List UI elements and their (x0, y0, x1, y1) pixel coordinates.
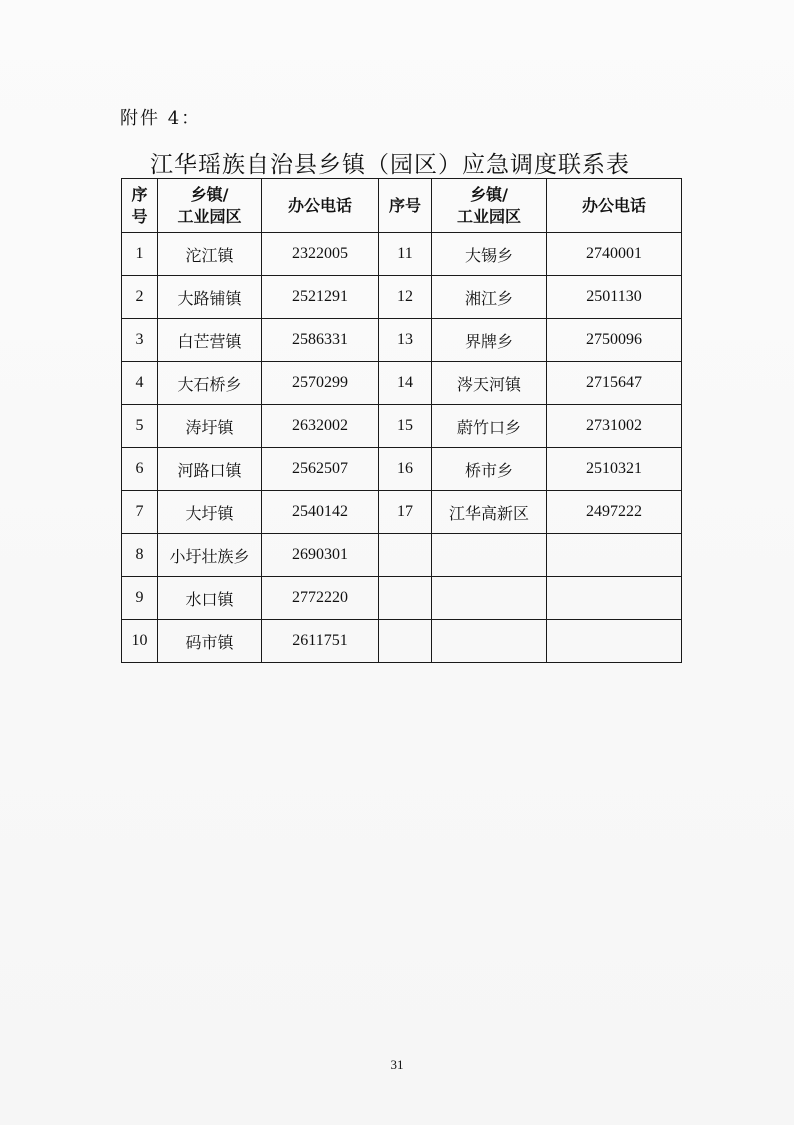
table-row (122, 233, 682, 276)
town-cell: 大石桥乡 (158, 362, 262, 405)
seq-cell: 13 (379, 319, 432, 362)
seq-cell (379, 620, 432, 663)
table-row (122, 405, 682, 448)
town-cell: 涛圩镇 (158, 405, 262, 448)
seq-cell: 6 (122, 448, 158, 491)
phone-cell: 2690301 (262, 534, 379, 577)
header-town-line1: 乡镇/ (190, 184, 229, 204)
seq-cell: 1 (122, 233, 158, 276)
seq-cell: 11 (379, 233, 432, 276)
phone-cell: 2570299 (262, 362, 379, 405)
seq-cell: 14 (379, 362, 432, 405)
phone-cell: 2497222 (547, 491, 682, 534)
phone-cell: 2611751 (262, 620, 379, 663)
table-header-row (122, 179, 682, 233)
town-cell: 小圩壮族乡 (158, 534, 262, 577)
header-seq-left (122, 179, 158, 233)
phone-cell (547, 577, 682, 620)
town-cell (432, 534, 547, 577)
town-cell: 河路口镇 (158, 448, 262, 491)
phone-cell: 2731002 (547, 405, 682, 448)
table-row (122, 620, 682, 663)
table-row (122, 577, 682, 620)
seq-cell: 3 (122, 319, 158, 362)
phone-cell: 2562507 (262, 448, 379, 491)
page-title: 江华瑶族自治县乡镇（园区）应急调度联系表 (150, 152, 630, 178)
table-row (122, 491, 682, 534)
table-row (122, 362, 682, 405)
seq-cell: 9 (122, 577, 158, 620)
table-row (122, 448, 682, 491)
phone-cell: 2540142 (262, 491, 379, 534)
town-cell: 大路铺镇 (158, 276, 262, 319)
header-town-right (432, 179, 547, 233)
page-number: 31 (390, 1057, 404, 1072)
seq-cell: 7 (122, 491, 158, 534)
header-phone-left: 办公电话 (262, 179, 379, 233)
town-cell: 桥市乡 (432, 448, 547, 491)
header-phone-right: 办公电话 (547, 179, 682, 233)
seq-cell: 2 (122, 276, 158, 319)
seq-cell: 10 (122, 620, 158, 663)
town-cell: 江华高新区 (432, 491, 547, 534)
header-seq-line1: 序 (131, 184, 148, 204)
header-seq-right: 序号 (379, 179, 432, 233)
town-cell (432, 620, 547, 663)
town-cell: 蔚竹口乡 (432, 405, 547, 448)
town-cell: 大锡乡 (432, 233, 547, 276)
contact-table (121, 178, 682, 663)
phone-cell (547, 534, 682, 577)
seq-cell: 15 (379, 405, 432, 448)
table-row (122, 276, 682, 319)
phone-cell: 2715647 (547, 362, 682, 405)
table-row (122, 319, 682, 362)
seq-cell: 4 (122, 362, 158, 405)
town-cell: 大圩镇 (158, 491, 262, 534)
phone-cell: 2501130 (547, 276, 682, 319)
seq-cell (379, 577, 432, 620)
header-town-left (158, 179, 262, 233)
attachment-label: 附件 4： (120, 108, 202, 129)
seq-cell: 8 (122, 534, 158, 577)
town-cell: 涔天河镇 (432, 362, 547, 405)
seq-cell: 17 (379, 491, 432, 534)
town-cell (432, 577, 547, 620)
seq-cell: 12 (379, 276, 432, 319)
town-cell: 码市镇 (158, 620, 262, 663)
phone-cell: 2510321 (547, 448, 682, 491)
phone-cell: 2740001 (547, 233, 682, 276)
phone-cell: 2750096 (547, 319, 682, 362)
header-town-line2: 工业园区 (456, 206, 521, 226)
phone-cell: 2521291 (262, 276, 379, 319)
table-row (122, 534, 682, 577)
phone-cell: 2772220 (262, 577, 379, 620)
seq-cell: 5 (122, 405, 158, 448)
seq-cell: 16 (379, 448, 432, 491)
header-town-line1: 乡镇/ (470, 184, 508, 204)
header-town-line2: 工业园区 (177, 206, 242, 226)
header-seq-line2: 号 (131, 206, 148, 226)
phone-cell: 2322005 (262, 233, 379, 276)
phone-cell: 2632002 (262, 405, 379, 448)
town-cell: 水口镇 (158, 577, 262, 620)
phone-cell: 2586331 (262, 319, 379, 362)
phone-cell (547, 620, 682, 663)
town-cell: 湘江乡 (432, 276, 547, 319)
town-cell: 界牌乡 (432, 319, 547, 362)
seq-cell (379, 534, 432, 577)
town-cell: 沱江镇 (158, 233, 262, 276)
town-cell: 白芒营镇 (158, 319, 262, 362)
